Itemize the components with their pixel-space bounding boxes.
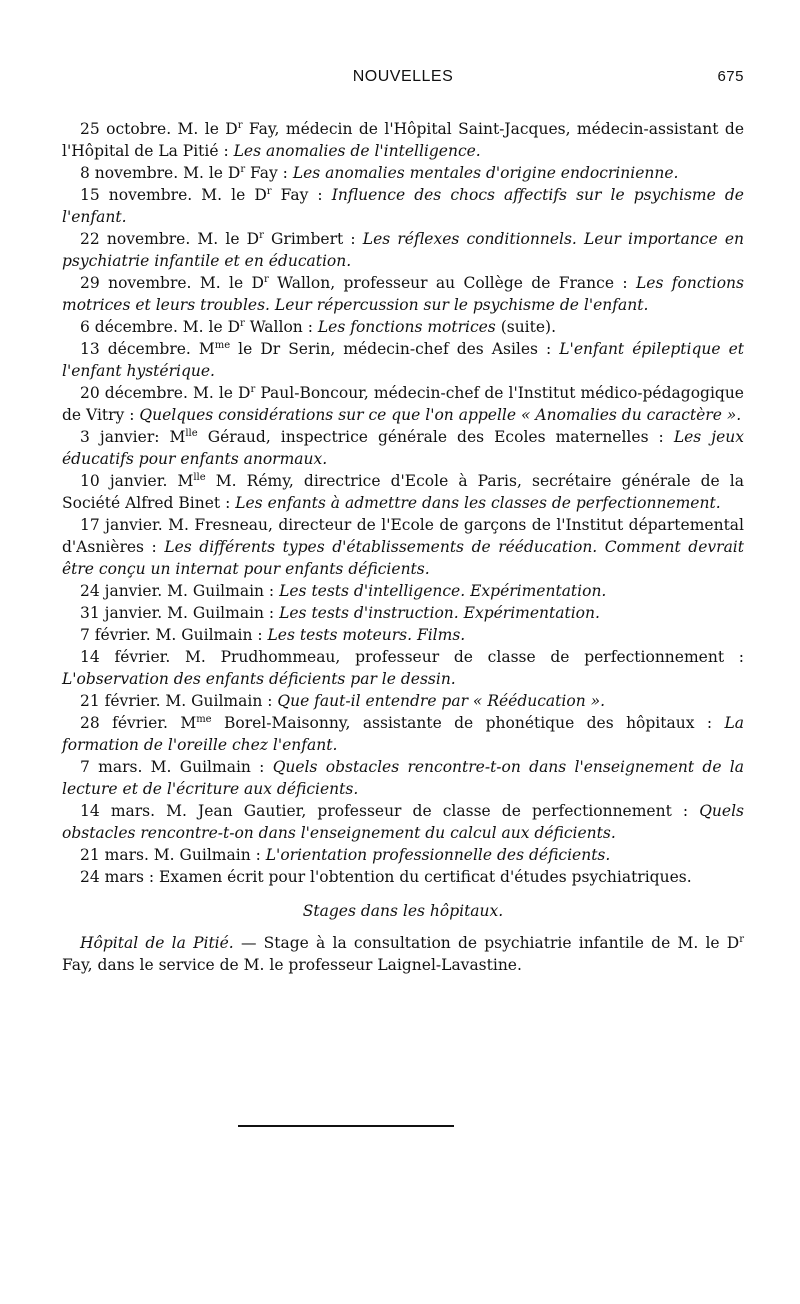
entry-lecture-title: Les fonctions motrices et leurs troubles. Leur répercussion sur le psychisme de l'enfant. <box>62 274 744 314</box>
entry-date-speaker: 25 octobre. M. le D <box>80 120 238 138</box>
entry-date-speaker: 20 décembre. M. le D <box>80 384 251 402</box>
lecture-entry <box>62 184 744 228</box>
entry-date-speaker: 22 novembre. M. le D <box>80 230 260 248</box>
entry-title-abbrev: lle <box>193 471 206 483</box>
entry-lecture-title: Les tests d'instruction. Expérimentation. <box>279 604 600 622</box>
entry-lecture-title: Quels obstacles rencontre-t-on dans l'enseignement du calcul aux déficients. <box>62 802 744 842</box>
lecture-entry <box>62 866 744 888</box>
entry-date-speaker: 7 février. M. Guilmain : <box>80 626 268 644</box>
entry-speaker-detail: Borel-Maisonny, assistante de phonétique des hôpitaux : <box>211 714 725 732</box>
entry-lecture-title: La formation de l'oreille chez l'enfant. <box>62 714 744 754</box>
entry-speaker-detail: Fay, médecin de l'Hôpital Saint-Jacques, médecin-assistant de l'Hôpital de La Pitié : <box>62 120 744 160</box>
document-page <box>62 60 745 974</box>
entry-lecture-title: Les réflexes conditionnels. Leur importance en psychiatrie infantile et en éducation. <box>62 230 744 270</box>
entry-lecture-title: L'orientation professionnelle des déficients. <box>265 846 611 864</box>
hopital-sup: r <box>739 933 744 945</box>
entry-lecture-title: Les différents types d'établissements de rééducation. Comment devrait être conçu un internat pour enfants déficients. <box>62 538 744 578</box>
entry-date-speaker: 8 novembre. M. le D <box>80 164 241 182</box>
entry-date-speaker: 6 décembre. M. le D <box>80 318 241 336</box>
entry-date-speaker: 14 mars. M. Jean Gautier, professeur de classe de perfectionnement : <box>80 802 700 820</box>
entry-speaker-detail: Paul-Boncour, médecin-chef de l'Institut médico-pédagogique de Vitry : <box>62 384 744 424</box>
lecture-entry <box>62 646 744 690</box>
lecture-entry <box>62 514 744 580</box>
entry-lecture-title: Les fonctions motrices <box>317 318 496 336</box>
entry-title-abbrev: r <box>240 317 245 329</box>
entry-lecture-title: L'observation des enfants déficients par le dessin. <box>62 670 456 688</box>
lecture-entry <box>62 118 744 162</box>
entry-title-abbrev: r <box>237 119 243 131</box>
entry-date-speaker: 21 mars. M. Guilmain : <box>80 846 266 864</box>
entry-lecture-title: Quels obstacles rencontre-t-on dans l'enseignement de la lecture et de l'écriture aux déficients. <box>62 758 744 798</box>
entry-date-speaker: 24 mars : Examen écrit pour l'obtention du certificat d'études psychiatriques. <box>80 868 692 886</box>
lecture-entry <box>62 228 744 272</box>
entry-title-abbrev: lle <box>185 427 198 439</box>
page-number: 675 <box>717 68 744 85</box>
entry-title-abbrev: me <box>196 713 212 725</box>
entry-date-speaker: 13 décembre. M <box>80 340 215 358</box>
lecture-entry <box>62 580 744 602</box>
entry-date-speaker: 31 janvier. M. Guilmain : <box>80 604 280 622</box>
entry-lecture-title: Influence des chocs affectifs sur le psychisme de l'enfant. <box>62 186 744 226</box>
entry-lecture-title: L'enfant épileptique et l'enfant hystérique. <box>62 340 744 380</box>
lecture-entry <box>62 426 744 470</box>
entry-date-speaker: 24 janvier. M. Guilmain : <box>80 582 280 600</box>
entry-lecture-title: Les enfants à admettre dans les classes de perfectionnement. <box>235 494 721 512</box>
entry-title-abbrev: r <box>259 229 264 241</box>
page-header <box>62 60 744 94</box>
entry-speaker-detail: Grimbert : <box>263 230 363 248</box>
entry-date-speaker: 14 février. M. Prudhommeau, professeur de classe de perfectionnement : <box>80 648 744 666</box>
lecture-entry <box>62 316 744 338</box>
entry-date-speaker: 10 janvier. M <box>80 472 194 490</box>
lecture-entry <box>62 844 744 866</box>
entry-date-speaker: 15 novembre. M. le D <box>80 186 267 204</box>
entry-lecture-title: Les tests d'intelligence. Expérimentation. <box>279 582 607 600</box>
entry-speaker-detail: le Dr Serin, médecin-chef des Asiles : <box>230 340 560 358</box>
entry-speaker-detail: Wallon : <box>244 318 318 336</box>
entry-lecture-title: Les anomalies de l'intelligence. <box>233 142 481 160</box>
lecture-entry <box>62 690 744 712</box>
lecture-entry <box>62 470 744 514</box>
entry-date-speaker: 17 janvier. M. Fresneau, directeur de l'Ecole de garçons de l'Institut départemental d'Asnières : <box>62 516 744 556</box>
entry-speaker-detail: M. Rémy, directrice d'Ecole à Paris, secrétaire générale de la Société Alfred Binet : <box>62 472 745 512</box>
entry-speaker-detail: Géraud, inspectrice générale des Ecoles maternelles : <box>197 428 674 446</box>
lecture-entry <box>62 712 744 756</box>
entry-title-abbrev: r <box>250 383 256 395</box>
entry-lecture-title: Quelques considérations sur ce que l'on appelle « Anomalies du caractère ». <box>139 406 742 424</box>
entry-title-abbrev: me <box>214 339 231 351</box>
lecture-entry <box>62 272 744 316</box>
entry-title-abbrev: r <box>240 163 246 175</box>
lecture-entry <box>62 756 744 800</box>
lecture-list <box>62 118 744 888</box>
lecture-entry <box>62 338 744 382</box>
lecture-entry <box>62 624 744 646</box>
lecture-entry <box>62 602 744 624</box>
section-title: Stages dans les hôpitaux. <box>302 902 504 920</box>
entry-speaker-detail: Fay : <box>271 186 332 204</box>
entry-speaker-detail: Fay : <box>245 164 293 182</box>
end-rule <box>238 1125 454 1127</box>
lecture-entry <box>62 162 744 184</box>
entry-suffix: (suite). <box>495 318 557 336</box>
entry-date-speaker: 21 février. M. Guilmain : <box>80 692 278 710</box>
entry-date-speaker: 29 novembre. M. le D <box>80 274 264 292</box>
hopital-paragraph <box>62 932 744 976</box>
entry-lecture-title: Les tests moteurs. Films. <box>267 626 466 644</box>
entry-lecture-title: Les anomalies mentales d'origine endocrinienne. <box>292 164 679 182</box>
entry-lecture-title: Les jeux éducatifs pour enfants anormaux. <box>62 428 744 468</box>
entry-date-speaker: 7 mars. M. Guilmain : <box>80 758 273 776</box>
lecture-entry <box>62 800 744 844</box>
entry-date-speaker: 3 janvier: M <box>80 428 186 446</box>
entry-date-speaker: 28 février. M <box>80 714 197 732</box>
document-body <box>62 118 744 976</box>
entry-title-abbrev: r <box>263 273 269 285</box>
running-title: NOUVELLES <box>352 68 454 85</box>
hopital-text-after: Fay, dans le service de M. le professeur Laignel-Lavastine. <box>62 956 522 974</box>
entry-title-abbrev: r <box>266 185 272 197</box>
lecture-entry <box>62 382 744 426</box>
hopital-text-before: — Stage à la consultation de psychiatrie infantile de M. le D <box>233 934 740 952</box>
entry-lecture-title: Que faut-il entendre par « Rééducation ». <box>277 692 606 710</box>
entry-speaker-detail: Wallon, professeur au Collège de France : <box>268 274 636 292</box>
hopital-place: Hôpital de la Pitié. <box>80 934 234 952</box>
